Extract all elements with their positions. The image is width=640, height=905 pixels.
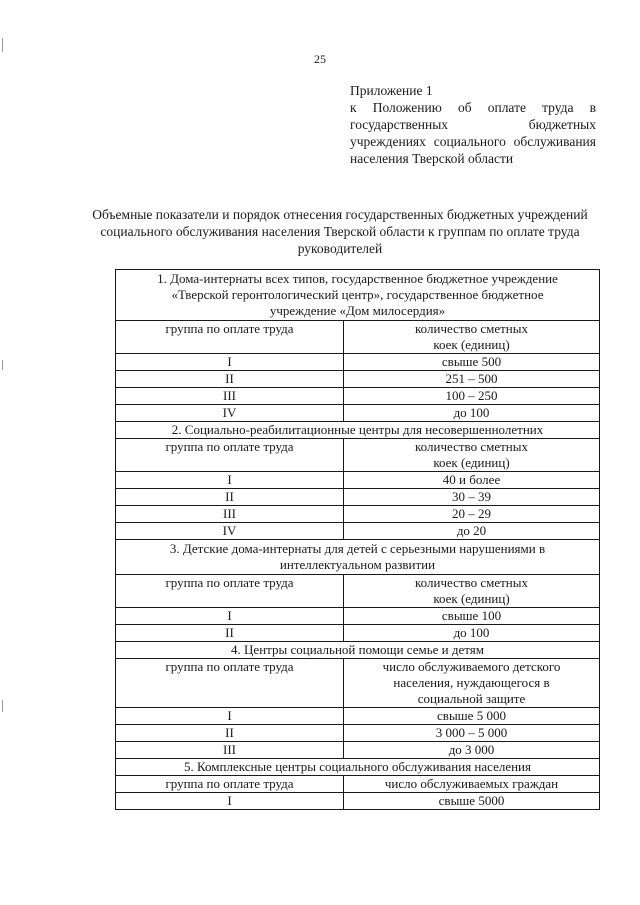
- group-cell: I: [116, 354, 344, 371]
- column-header-row: [116, 575, 600, 608]
- value-cell: 30 – 39: [344, 489, 600, 506]
- group-cell: III: [116, 742, 344, 759]
- appendix-text: к Положению об оплате труда в государственных бюджетных учреждениях социального обслуживания населения Тверской области: [350, 100, 596, 166]
- section-title: 1. Дома-интернаты всех типов, государственное бюджетное учреждение «Тверской геронтологический центр», государственное бюджетное учреждение «Дом милосердия»: [116, 270, 600, 321]
- group-cell: III: [116, 506, 344, 523]
- column-header-value: количество сметных коек (единиц): [344, 439, 600, 472]
- group-cell: I: [116, 472, 344, 489]
- group-cell: III: [116, 388, 344, 405]
- scan-edge-mark: [2, 700, 3, 712]
- table-row: [116, 523, 600, 540]
- scan-edge-mark: [2, 38, 3, 52]
- column-header-row: [116, 776, 600, 793]
- column-header-value: количество сметных коек (единиц): [344, 575, 600, 608]
- table-row: [116, 472, 600, 489]
- table-row: [116, 708, 600, 725]
- table-row: [116, 725, 600, 742]
- section-title-row: [116, 642, 600, 659]
- document-title: Объемные показатели и порядок отнесения государственных бюджетных учреждений социального обслуживания населения Тверской области к группам по оплате труда руководителей: [92, 207, 588, 256]
- appendix-heading: Приложение 1: [350, 83, 433, 98]
- column-header-row: [116, 659, 600, 708]
- value-cell: 251 – 500: [344, 371, 600, 388]
- column-header-group: группа по оплате труда: [116, 321, 344, 354]
- column-header-group: группа по оплате труда: [116, 575, 344, 608]
- group-cell: I: [116, 708, 344, 725]
- group-cell: I: [116, 608, 344, 625]
- table-row: [116, 354, 600, 371]
- section-title-row: [116, 540, 600, 575]
- section-title-row: [116, 422, 600, 439]
- table-row: [116, 793, 600, 810]
- value-cell: свыше 5000: [344, 793, 600, 810]
- table-row: [116, 371, 600, 388]
- column-header-row: [116, 439, 600, 472]
- section-title: 4. Центры социальной помощи семье и детям: [116, 642, 600, 659]
- value-cell: 100 – 250: [344, 388, 600, 405]
- group-cell: II: [116, 371, 344, 388]
- group-cell: IV: [116, 523, 344, 540]
- value-cell: до 20: [344, 523, 600, 540]
- column-header-row: [116, 321, 600, 354]
- value-cell: свыше 500: [344, 354, 600, 371]
- table-row: [116, 405, 600, 422]
- value-cell: свыше 5 000: [344, 708, 600, 725]
- value-cell: до 100: [344, 625, 600, 642]
- section-title: 5. Комплексные центры социального обслуживания населения: [116, 759, 600, 776]
- group-cell: I: [116, 793, 344, 810]
- column-header-value: число обслуживаемого детского населения, нуждающегося в социальной защите: [344, 659, 600, 708]
- value-cell: до 100: [344, 405, 600, 422]
- column-header-value: число обслуживаемых граждан: [344, 776, 600, 793]
- pay-groups-table: [115, 269, 600, 810]
- group-cell: II: [116, 489, 344, 506]
- column-header-group: группа по оплате труда: [116, 776, 344, 793]
- value-cell: до 3 000: [344, 742, 600, 759]
- table-row: [116, 506, 600, 523]
- page-number: 25: [314, 52, 326, 66]
- section-title-row: [116, 270, 600, 321]
- appendix-block: [350, 82, 596, 167]
- column-header-value: количество сметных коек (единиц): [344, 321, 600, 354]
- section-title: 3. Детские дома-интернаты для детей с серьезными нарушениями в интеллектуальном развитии: [116, 540, 600, 575]
- table-row: [116, 608, 600, 625]
- section-title-row: [116, 759, 600, 776]
- value-cell: 20 – 29: [344, 506, 600, 523]
- table-row: [116, 388, 600, 405]
- table-row: [116, 625, 600, 642]
- column-header-group: группа по оплате труда: [116, 439, 344, 472]
- table-row: [116, 489, 600, 506]
- value-cell: 3 000 – 5 000: [344, 725, 600, 742]
- column-header-group: группа по оплате труда: [116, 659, 344, 708]
- value-cell: свыше 100: [344, 608, 600, 625]
- group-cell: II: [116, 625, 344, 642]
- table-row: [116, 742, 600, 759]
- scan-edge-mark: [2, 360, 3, 370]
- group-cell: II: [116, 725, 344, 742]
- section-title: 2. Социально-реабилитационные центры для несовершеннолетних: [116, 422, 600, 439]
- value-cell: 40 и более: [344, 472, 600, 489]
- group-cell: IV: [116, 405, 344, 422]
